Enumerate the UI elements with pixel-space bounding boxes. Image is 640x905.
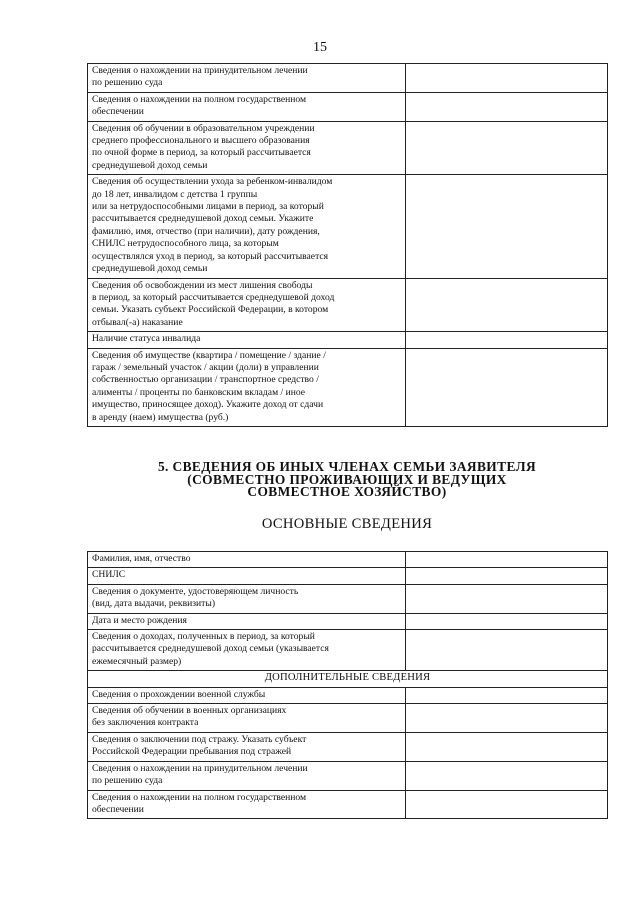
table-row	[88, 613, 608, 629]
page-number: 15	[313, 40, 327, 55]
table-row	[88, 92, 608, 121]
row-label: Сведения об обучении в образовательном учреждении среднего профессионального и высшего образования по очной форме в период, за который рассчитывается среднедушевой доход семьи	[92, 122, 315, 171]
row-label: Сведения о заключении под стражу. Указать субъект Российской Федерации пребывания под стражей	[92, 733, 307, 758]
row-label: Сведения о документе, удостоверяющем личность (вид, дата выдачи, реквизиты)	[92, 585, 299, 610]
row-value-cell[interactable]	[406, 175, 608, 278]
row-label: Сведения о доходах, полученных в период, за который рассчитывается среднедушевой доход семьи (указывается ежемесячный размер)	[92, 631, 329, 667]
row-label: Сведения о нахождении на принудительном лечении по решению суда	[92, 65, 308, 89]
row-label-cell	[88, 175, 406, 278]
section-title-line: СОВМЕСТНОЕ ХОЗЯЙСТВО)	[247, 484, 447, 499]
row-label-cell	[88, 630, 406, 671]
row-value-cell[interactable]	[406, 761, 608, 790]
row-label: СНИЛС	[92, 569, 126, 581]
row-label: Сведения об обучении в военных организациях без заключения контракта	[92, 705, 287, 729]
row-label-cell	[88, 584, 406, 613]
row-label: Дата и место рождения	[92, 614, 187, 626]
table-row	[88, 568, 608, 584]
row-value-cell[interactable]	[406, 732, 608, 761]
additional-info-heading-row	[88, 671, 608, 687]
other-family-member-table	[87, 551, 608, 819]
row-value-cell[interactable]	[406, 92, 608, 121]
table-row	[88, 687, 608, 703]
row-value-cell[interactable]	[406, 332, 608, 348]
row-value-cell[interactable]	[406, 278, 608, 332]
row-label-cell	[88, 121, 406, 175]
table-row	[88, 704, 608, 733]
section-title-line: (СОВМЕСТНО ПРОЖИВАЮЩИХ И ВЕДУЩИХ	[187, 471, 507, 487]
row-label-cell	[88, 552, 406, 568]
row-label-cell	[88, 761, 406, 790]
row-label-cell	[88, 348, 406, 426]
table-row	[88, 761, 608, 790]
table-row	[88, 175, 608, 278]
row-label-cell	[88, 92, 406, 121]
table-row	[88, 278, 608, 332]
row-label: Фамилия, имя, отчество	[92, 553, 191, 564]
row-label-cell	[88, 687, 406, 703]
row-label: Сведения об осуществлении ухода за ребенком-инвалидом до 18 лет, инвалидом с детства 1 группы или за нетрудоспособными лицами в период, за который рассчитывается среднедушевой доход семьи. Укажите фамилию, имя, отчество (при наличии), дату рождения, СНИЛС нетрудоспособного лица, за которым осуществлялся уход в период, за который рассчитывается среднедушевой доход семьи	[92, 176, 333, 275]
row-label-cell	[88, 704, 406, 733]
table-row	[88, 121, 608, 175]
row-label-cell	[88, 332, 406, 348]
table-row	[88, 790, 608, 819]
row-value-cell[interactable]	[406, 568, 608, 584]
row-label-cell	[88, 568, 406, 584]
row-label-cell	[88, 790, 406, 819]
row-label-cell	[88, 278, 406, 332]
row-value-cell[interactable]	[406, 348, 608, 426]
basic-info-heading: ОСНОВНЫЕ СВЕДЕНИЯ	[261, 516, 433, 532]
row-label-cell	[88, 613, 406, 629]
row-label-cell	[88, 64, 406, 93]
table-row	[88, 64, 608, 93]
table-row	[88, 332, 608, 348]
family-member-details-table-continued	[87, 63, 608, 427]
row-value-cell[interactable]	[406, 584, 608, 613]
row-value-cell[interactable]	[406, 552, 608, 568]
row-label: Наличие статуса инвалида	[92, 333, 201, 345]
row-label: Сведения о нахождении на принудительном лечении по решению суда	[92, 762, 308, 787]
row-value-cell[interactable]	[406, 64, 608, 93]
row-value-cell[interactable]	[406, 630, 608, 671]
table-row	[88, 732, 608, 761]
table-row	[88, 584, 608, 613]
row-value-cell[interactable]	[406, 790, 608, 819]
additional-info-heading: ДОПОЛНИТЕЛЬНЫЕ СВЕДЕНИЯ	[88, 671, 608, 687]
table-row	[88, 630, 608, 671]
section-title-line: 5. СВЕДЕНИЯ ОБ ИНЫХ ЧЛЕНАХ СЕМЬИ ЗАЯВИТЕЛЯ	[157, 459, 537, 474]
table-row	[88, 348, 608, 426]
row-label: Сведения о нахождении на полном государственном обеспечении	[92, 93, 307, 118]
row-label-cell	[88, 732, 406, 761]
row-value-cell[interactable]	[406, 613, 608, 629]
row-label: Сведения об освобождении из мест лишения свободы в период, за который рассчитывается среднедушевой доход семьи. Указать субъект Российской Федерации, в котором отбывал(-а) наказание	[92, 279, 335, 328]
section-title	[87, 461, 607, 499]
row-value-cell[interactable]	[406, 704, 608, 733]
row-label: Сведения об имуществе (квартира / помещение / здание / гараж / земельный участок / акции (доли) в управлении собственностью организации / транспортное средство / алименты / проценты по банковским вкладам / иное имущество, приносящее доход). Укажите доход от сдачи в аренду (наем) имущества (руб.)	[92, 349, 326, 423]
row-label: Сведения о нахождении на полном государственном обеспечении	[92, 791, 307, 815]
table-row	[88, 552, 608, 568]
row-label: Сведения о прохождении военной службы	[92, 688, 266, 700]
row-value-cell[interactable]	[406, 687, 608, 703]
row-value-cell[interactable]	[406, 121, 608, 175]
